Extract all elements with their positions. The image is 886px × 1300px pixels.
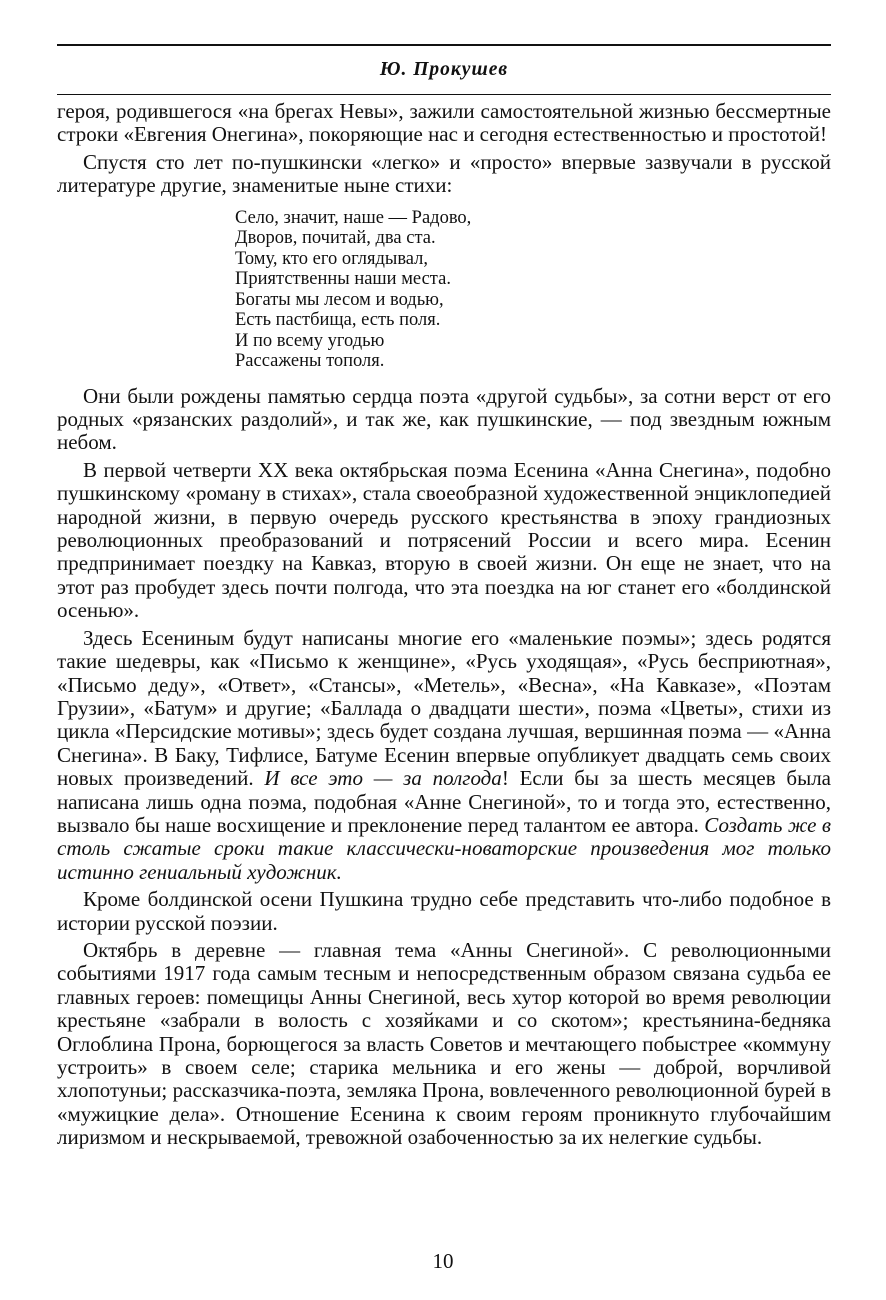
running-head: Ю. Прокушев bbox=[379, 59, 509, 80]
text-run: Здесь Есениным будут написаны многие его «маленькие поэмы»; здесь родятся такие шедевры, как «Письмо к женщине», «Русь уходящая», «Русь бесприютная», «Письмо деду», «Ответ», «Стансы», «Метель», «Весна», «На Кавказе», «Поэтам Грузии», «Батум» и другие; «Баллада о двадцати шести», поэма «Цветы», стихи из цикла «Персидские мотивы»; здесь будет создана лучшая, вершинная поэма — «Анна Снегина». В Баку, Тифлисе, Батуме Есенин впервые опубликует двадцать семь своих новых произведений. bbox=[57, 625, 831, 791]
verse-line: Село, значит, наше — Радово, bbox=[235, 207, 472, 228]
paragraph bbox=[57, 385, 831, 455]
text-run: В первой четверти XX века октябрьская поэма Есенина «Анна Снегина», подобно пушкинскому «роману в стихах», стала своеобразной художественной энциклопедией народной жизни, в первую очередь русского крестьянства в эпоху грандиозных революционных преобразований и потрясений России и всего мира. Есенин предпринимает поездку на Кавказ, вторую в своей жизни. Он еще не знает, что на этот раз пробудет здесь почти полгода, что эта поездка на юг станет его «болдинской осенью». bbox=[57, 457, 831, 623]
text-run: ! Если бы за шесть месяцев была написана лишь одна поэма, подобная «Анне Снегиной», то и тогда это, естественно, вызвало бы наше восхищение и преклонение перед талантом ее автора. bbox=[57, 766, 831, 837]
italic-run: И все это — за полгода bbox=[264, 766, 502, 791]
paragraph bbox=[57, 888, 831, 935]
text-run: героя, родившегося «на брегах Невы», зажили самостоятельной жизнью бессмертные строки «Евгения Онегина», покоряющие нас и сегодня естественностью и простотой! bbox=[57, 99, 831, 147]
paragraph bbox=[57, 459, 831, 623]
verse-line: Тому, кто его оглядывал, bbox=[235, 248, 429, 269]
paragraph-continued bbox=[57, 100, 831, 147]
verse-line: Приятственны наши места. bbox=[235, 269, 451, 290]
verse-quote bbox=[235, 208, 831, 372]
verse-line: Рассажены тополя. bbox=[235, 351, 385, 372]
top-rule bbox=[57, 44, 831, 46]
verse-line: Богаты мы лесом и водью, bbox=[235, 289, 444, 310]
text-run: Спустя сто лет по-пушкински «легко» и «просто» впервые зазвучали в русской литературе другие, знаменитые ныне стихи: bbox=[57, 149, 831, 198]
header-rule bbox=[57, 94, 831, 95]
verse-line: Дворов, почитай, два ста. bbox=[235, 228, 436, 249]
body-text bbox=[57, 100, 831, 1150]
italic-run: Создать же в столь сжатые сроки такие классически-новаторские произведения мог только истинно гениальный художник. bbox=[57, 812, 832, 884]
paragraph bbox=[57, 627, 831, 884]
page-number: 10 bbox=[432, 1249, 454, 1273]
text-run: Они были рождены памятью сердца поэта «другой судьбы», за сотни верст от его родных «рязанских раздолий», и так же, как пушкинские, — под звездным южным небом. bbox=[57, 383, 831, 455]
verse-line: Есть пастбища, есть поля. bbox=[235, 310, 441, 331]
paragraph bbox=[57, 151, 831, 198]
verse-line: И по всему угодью bbox=[235, 330, 385, 351]
paragraph bbox=[57, 939, 831, 1150]
text-run: Кроме болдинской осени Пушкина трудно себе представить что-либо подобное в истории русской поэзии. bbox=[57, 887, 831, 935]
text-run: Октябрь в деревне — главная тема «Анны Снегиной». С революционными событиями 1917 года самым тесным и непосредственным образом связана судьба ее главных героев: помещицы Анны Снегиной, весь хутор которой во время революции крестьяне «забрали в волость с хозяйками и со скотом»; крестьянина-бедняка Оглоблина Прона, борющегося за власть Советов и мечтающего побыстрее «коммуну устроить» в своем селе; старика мельника и его жены — доброй, ворчливой хлопотуньи; рассказчика-поэта, земляка Прона, вовлеченного революционной бурей в «мужицкие дела». Отношение Есенина к своим героям проникнуто глубочайшим лиризмом и нескрываемой, тревожной озабоченностью за их нелегкие судьбы. bbox=[57, 937, 831, 1150]
